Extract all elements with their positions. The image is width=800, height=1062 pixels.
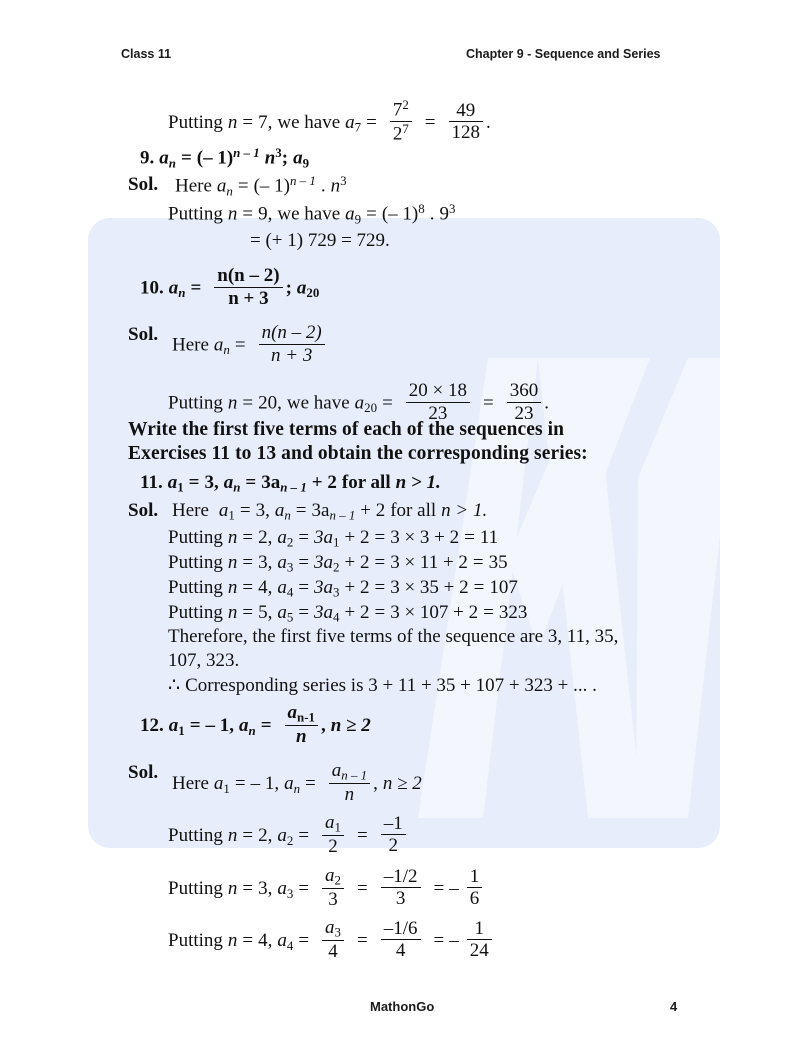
frac-denominator: n bbox=[344, 783, 355, 805]
instruction-line-1: Write the first five terms of each of the sequences in bbox=[128, 419, 565, 440]
step-addend: + 2 bbox=[344, 552, 370, 573]
step-addend: + 2 bbox=[344, 527, 370, 548]
frac-numerator-subscript: n – 1 bbox=[341, 768, 368, 784]
an-symbol: a bbox=[274, 500, 285, 521]
frac-numerator-subscript: n-1 bbox=[297, 710, 315, 726]
step-expression-subscript: 4 bbox=[333, 609, 340, 625]
we-have-word: we have bbox=[277, 111, 341, 133]
target-subscript: 20 bbox=[306, 285, 320, 301]
frac-numerator-subscript: 3 bbox=[334, 925, 341, 941]
a1-value: 3 bbox=[204, 472, 214, 493]
q10-sol-label: Sol. bbox=[128, 324, 159, 345]
we-have-word: we have bbox=[286, 392, 350, 414]
n-value: 2 bbox=[258, 825, 268, 847]
term-symbol: a bbox=[345, 111, 355, 133]
step-expression: 3a bbox=[314, 577, 334, 598]
frac-numerator: 360 bbox=[509, 380, 539, 402]
step-result: 35 bbox=[488, 552, 508, 573]
factor: 9 bbox=[439, 203, 449, 225]
putting-word: Putting bbox=[168, 930, 223, 952]
q10-sol-line-2: Putting n = 20, we have $a_{20}$ = $\frac{20 \times 18}{23}$ = $\frac{360}{23}$ . bbox=[168, 380, 549, 424]
putting-word: Putting bbox=[168, 111, 223, 133]
frac-denominator: 2 bbox=[322, 835, 344, 857]
q11-sol-label: Sol. bbox=[128, 500, 159, 521]
frac-denominator: 23 bbox=[507, 402, 542, 424]
condition: n > 1. bbox=[441, 500, 488, 521]
period: . bbox=[486, 111, 491, 133]
q9-sol-label: Sol. bbox=[128, 174, 159, 195]
period: . bbox=[544, 392, 549, 414]
q12-step-line: Putting n = 2, $a_2$ = $\frac{a_1}{2}$ = $\frac{-1}{2}$ bbox=[168, 815, 409, 859]
question-12-statement: 12. $a_1$ = – 1, $a_n$ = $\frac{a_{n-1}}{n}$ , n ≥ 2 bbox=[140, 702, 371, 747]
frac-numerator: a bbox=[325, 812, 335, 834]
recurrence-addend: + 2 bbox=[360, 500, 386, 521]
frac-numerator: 20 × 18 bbox=[408, 380, 467, 402]
frac-numerator-subscript: 2 bbox=[334, 873, 341, 889]
step-addend: + 2 bbox=[344, 602, 370, 623]
putting-word: Putting bbox=[168, 602, 223, 623]
frac-numerator: 1 bbox=[474, 918, 484, 940]
frac-denominator: 6 bbox=[467, 887, 483, 909]
a1-value: – 1 bbox=[205, 715, 230, 737]
q12-step-line: Putting n = 4, $a_4$ = $\frac{a_3}{4}$ = $\frac{-1/6}{4}$ = – $\frac{1}{24}$ bbox=[168, 920, 495, 964]
q12-step-line: Putting n = 3, $a_3$ = $\frac{a_2}{3}$ = $\frac{-1/2}{3}$ = – $\frac{1}{6}$ bbox=[168, 868, 485, 912]
term-symbol: a bbox=[277, 527, 287, 548]
putting-word: Putting bbox=[168, 552, 223, 573]
here-word: Here bbox=[172, 773, 209, 795]
term-subscript: 20 bbox=[364, 400, 378, 416]
factor-exponent: 3 bbox=[275, 145, 282, 160]
q11-conclusion-line-1: Therefore, the first five terms of the sequence are 3, 11, 35, bbox=[168, 626, 619, 647]
condition: n ≥ 2 bbox=[330, 715, 371, 737]
step-fraction-2 bbox=[381, 919, 421, 961]
n-value: 7 bbox=[258, 111, 268, 133]
frac-numerator: n(n – 2) bbox=[217, 265, 280, 287]
n-value: 20 bbox=[258, 392, 278, 414]
factor: n bbox=[264, 147, 276, 169]
multiplication-dot: . bbox=[320, 175, 326, 197]
q9-sol-line-3: = (+ 1) 729 = 729. bbox=[250, 230, 390, 251]
lhs-subscript: n bbox=[168, 155, 176, 171]
q11-conclusion-line-2: 107, 323. bbox=[168, 650, 240, 671]
recurrence-addend: + 2 bbox=[311, 472, 337, 493]
factor-exponent: 3 bbox=[448, 201, 456, 216]
series-text: Corresponding series is 3 + 11 + 35 + 107 + 323 + ... . bbox=[185, 675, 597, 696]
frac-denominator: n + 3 bbox=[271, 344, 313, 366]
for-all-words: for all bbox=[341, 472, 391, 493]
an-subscript: n bbox=[248, 722, 256, 738]
frac-denominator: n + 3 bbox=[214, 287, 282, 309]
step-fraction-1 bbox=[322, 918, 344, 962]
frac-numerator: a bbox=[325, 917, 335, 939]
a1-symbol: a bbox=[167, 472, 178, 493]
for-all-words: for all bbox=[390, 500, 437, 521]
frac-denominator: 4 bbox=[381, 939, 421, 961]
question-10-statement: 10. $a_n$ = $\frac{n(n - 2)}{n + 3}$ ; $a_{20}$ bbox=[140, 265, 320, 309]
term-symbol: a bbox=[354, 392, 365, 414]
question-11-statement: 11. $a_1 = 3$, $a_n = 3a_{n - 1} + 2$ for all n > 1. bbox=[140, 472, 441, 495]
frac-denominator: 2 bbox=[392, 124, 403, 146]
frac-denominator: 3 bbox=[322, 888, 344, 910]
a1-value: 3 bbox=[255, 500, 266, 521]
term-subscript: 3 bbox=[286, 559, 294, 575]
frac-denominator: 4 bbox=[322, 940, 344, 962]
q9-sol-line-1: Here $a_n$ = (– 1)$^{n - 1}$ . $n^3$ bbox=[175, 173, 347, 199]
semicolon: ; bbox=[285, 277, 292, 299]
target-symbol: a bbox=[296, 277, 307, 299]
q11-step-line: Putting n = 4, $a_4 = 3a_3 + 2 = 3 \times 35 + 2 = 107$ bbox=[168, 577, 518, 600]
term-symbol: a bbox=[277, 825, 287, 847]
step-expression: 3a bbox=[314, 602, 334, 623]
q11-step-line: Putting n = 2, $a_2 = 3a_1 + 2 = 3 \times 3 + 2 = 11$ bbox=[168, 527, 499, 550]
fraction-7sq-over-2pow7 bbox=[390, 98, 412, 145]
base-term: (– 1) bbox=[196, 147, 234, 169]
question-number: 11. bbox=[140, 472, 163, 493]
q11-sol-line-1: Here $a_1 = 3$, $a_n = 3a_{n - 1} + 2$ for all n > 1. bbox=[172, 500, 488, 523]
step-addend: + 2 bbox=[344, 577, 370, 598]
frac-numerator: –1/2 bbox=[383, 866, 418, 888]
step-result: 107 bbox=[489, 577, 518, 598]
frac-denominator: 128 bbox=[449, 121, 484, 143]
instruction-line-2: Exercises 11 to 13 and obtain the corresponding series: bbox=[128, 443, 588, 464]
semicolon: ; bbox=[281, 147, 289, 169]
a1-symbol: a bbox=[218, 500, 229, 521]
q9-sol-line-2: Putting n = 9, we have $a_9$ = (– 1)$^8$ . $9^3$ bbox=[168, 201, 456, 227]
frac-numerator: –1 bbox=[383, 813, 403, 835]
frac-denominator: 24 bbox=[467, 939, 492, 961]
page-footer bbox=[0, 999, 800, 1017]
condition: n ≥ 2 bbox=[382, 773, 422, 795]
step-result: 11 bbox=[479, 527, 499, 548]
step-fraction-3 bbox=[467, 919, 492, 961]
an-subscript: n bbox=[284, 507, 291, 523]
step-fraction-2 bbox=[381, 867, 421, 909]
lhs-subscript: n bbox=[223, 342, 230, 358]
exponent: n – 1 bbox=[290, 173, 316, 188]
question-number: 12. bbox=[140, 715, 164, 737]
a1-subscript: 1 bbox=[178, 722, 185, 738]
lhs-subscript: n bbox=[178, 285, 186, 301]
n-value: 9 bbox=[258, 203, 268, 225]
q12-sol-line-1: Here $a_1$ = – 1, $a_n$ = $\frac{a_{n - 1}}{n}$ , n ≥ 2 bbox=[172, 760, 422, 805]
term-symbol: a bbox=[277, 602, 287, 623]
fraction-n-n-minus-2-over-n-plus-3 bbox=[259, 323, 325, 365]
term-subscript: 7 bbox=[354, 119, 362, 135]
result-sign: – bbox=[449, 930, 459, 952]
q8-putting-line: Putting n = 7, we have $a_7$ = $\frac{7^2}{2^7}$ = $\frac{49}{128}$ . bbox=[168, 97, 491, 146]
step-calculation: 3 × 11 + 2 bbox=[390, 552, 468, 573]
frac-denominator: 23 bbox=[406, 402, 470, 424]
an-subscript: n bbox=[293, 780, 301, 796]
target-subscript: 9 bbox=[302, 155, 310, 171]
fraction-n-n-minus-2-over-n-plus-3 bbox=[214, 266, 282, 308]
q10-sol-line-1: Here $a_n$ = $\frac{n(n - 2)}{n + 3}$ bbox=[172, 325, 328, 367]
a1-value: – 1 bbox=[250, 773, 275, 795]
an-symbol: a bbox=[284, 773, 294, 795]
term-subscript: 4 bbox=[286, 584, 294, 600]
recurrence-coefficient: 3a bbox=[311, 500, 330, 521]
factor: n bbox=[330, 175, 341, 197]
step-expression-subscript: 1 bbox=[333, 534, 340, 550]
target-symbol: a bbox=[293, 147, 303, 169]
q11-step-line: Putting n = 3, $a_3 = 3a_2 + 2 = 3 \times 11 + 2 = 35$ bbox=[168, 552, 508, 575]
lhs-symbol: a bbox=[168, 277, 179, 299]
n-value: 4 bbox=[258, 577, 268, 598]
frac-denominator: n bbox=[295, 725, 307, 747]
step-expression-subscript: 2 bbox=[333, 559, 340, 575]
term-subscript: 2 bbox=[286, 832, 294, 848]
footer-brand: MathonGo bbox=[370, 999, 435, 1014]
step-calculation: 3 × 3 + 2 bbox=[390, 527, 460, 548]
step-fraction-2 bbox=[381, 814, 406, 856]
a1-symbol: a bbox=[168, 715, 179, 737]
an-symbol: a bbox=[223, 472, 234, 493]
recurrence-coefficient: 3a bbox=[261, 472, 281, 493]
frac-numerator: 49 bbox=[456, 99, 476, 121]
here-word: Here bbox=[172, 334, 209, 356]
term-subscript: 9 bbox=[354, 211, 362, 227]
factor-exponent: 3 bbox=[340, 173, 347, 188]
q12-sol-label: Sol. bbox=[128, 762, 159, 783]
result-sign: – bbox=[449, 878, 459, 900]
step-expression: 3a bbox=[314, 527, 334, 548]
lhs-symbol: a bbox=[213, 334, 224, 356]
a1-subscript: 1 bbox=[223, 780, 230, 796]
frac-numerator: 1 bbox=[469, 866, 480, 888]
term-subscript: 5 bbox=[286, 609, 294, 625]
step-calculation: 3 × 35 + 2 bbox=[390, 577, 469, 598]
therefore-symbol: ∴ bbox=[168, 675, 181, 696]
term-subscript: 3 bbox=[286, 885, 294, 901]
frac-denominator: 3 bbox=[381, 887, 421, 909]
n-value: 5 bbox=[258, 602, 268, 623]
a1-subscript: 1 bbox=[177, 479, 184, 495]
lhs-subscript: n bbox=[226, 183, 233, 199]
term-symbol: a bbox=[277, 930, 287, 952]
step-expression-subscript: 3 bbox=[333, 584, 340, 600]
step-fraction-1 bbox=[322, 813, 344, 857]
an-subscript: n bbox=[233, 479, 241, 495]
frac-numerator: a bbox=[287, 702, 298, 724]
base-term: (– 1) bbox=[381, 203, 419, 225]
fraction-a-n-minus-1-over-n bbox=[285, 703, 318, 747]
step-calculation: 3 × 107 + 2 bbox=[390, 602, 479, 623]
recurrence-subscript: n – 1 bbox=[280, 479, 307, 495]
multiplication-dot: . bbox=[429, 203, 435, 225]
frac-numerator: n(n – 2) bbox=[261, 322, 322, 344]
putting-word: Putting bbox=[168, 878, 223, 900]
putting-word: Putting bbox=[168, 203, 223, 225]
putting-word: Putting bbox=[168, 825, 223, 847]
header-class-label: Class 11 bbox=[121, 47, 172, 61]
frac-numerator: a bbox=[331, 760, 342, 782]
question-9-statement: 9. $a_n$ = (– 1)$^{n - 1}$ $n^3$; $a_9$ bbox=[140, 145, 310, 171]
fraction-360-over-23 bbox=[507, 381, 542, 423]
step-fraction-1 bbox=[322, 866, 344, 910]
frac-numerator-subscript: 1 bbox=[334, 820, 341, 836]
step-result: 323 bbox=[498, 602, 528, 623]
frac-denominator-exp: 7 bbox=[402, 121, 409, 137]
base-term: (– 1) bbox=[253, 175, 290, 197]
term-symbol: a bbox=[345, 203, 355, 225]
q11-series-line bbox=[168, 676, 597, 695]
step-expression: 3a bbox=[314, 552, 334, 573]
here-word: Here bbox=[172, 500, 209, 521]
putting-word: Putting bbox=[168, 577, 223, 598]
q11-step-line: Putting n = 5, $a_5 = 3a_4 + 2 = 3 \times 107 + 2 = 323$ bbox=[168, 602, 528, 625]
a1-symbol: a bbox=[213, 773, 224, 795]
term-symbol: a bbox=[277, 552, 287, 573]
term-symbol: a bbox=[277, 878, 287, 900]
a1-subscript: 1 bbox=[228, 507, 235, 523]
step-fraction-3 bbox=[467, 867, 483, 909]
putting-word: Putting bbox=[168, 527, 223, 548]
frac-numerator: a bbox=[325, 865, 335, 887]
here-word: Here bbox=[175, 175, 212, 197]
n-value: 3 bbox=[258, 552, 268, 573]
we-have-word: we have bbox=[277, 203, 341, 225]
footer-page-number: 4 bbox=[670, 999, 678, 1014]
fraction-20x18-over-23 bbox=[406, 381, 470, 423]
recurrence-subscript: n – 1 bbox=[329, 507, 356, 523]
page-header bbox=[0, 47, 800, 67]
n-value: 2 bbox=[258, 527, 268, 548]
fraction-a-n-minus-1-over-n bbox=[329, 761, 370, 805]
n-value: 4 bbox=[258, 930, 268, 952]
term-symbol: a bbox=[277, 577, 287, 598]
term-subscript: 2 bbox=[286, 534, 294, 550]
fraction-49-over-128 bbox=[449, 101, 484, 143]
frac-numerator: 7 bbox=[392, 100, 403, 122]
question-number: 9. bbox=[140, 147, 155, 169]
header-chapter-label: Chapter 9 - Sequence and Series bbox=[466, 47, 661, 61]
lhs-symbol: a bbox=[216, 175, 227, 197]
condition: n > 1. bbox=[395, 472, 441, 493]
exponent: n – 1 bbox=[233, 145, 260, 160]
an-symbol: a bbox=[239, 715, 249, 737]
lhs-symbol: a bbox=[159, 147, 169, 169]
term-subscript: 4 bbox=[286, 937, 294, 953]
frac-numerator-exp: 2 bbox=[402, 97, 409, 113]
n-value: 3 bbox=[258, 878, 268, 900]
frac-denominator: 2 bbox=[381, 834, 406, 856]
putting-word: Putting bbox=[168, 392, 223, 414]
question-number: 10. bbox=[140, 277, 164, 299]
frac-numerator: –1/6 bbox=[383, 918, 418, 940]
exponent: 8 bbox=[418, 201, 425, 216]
